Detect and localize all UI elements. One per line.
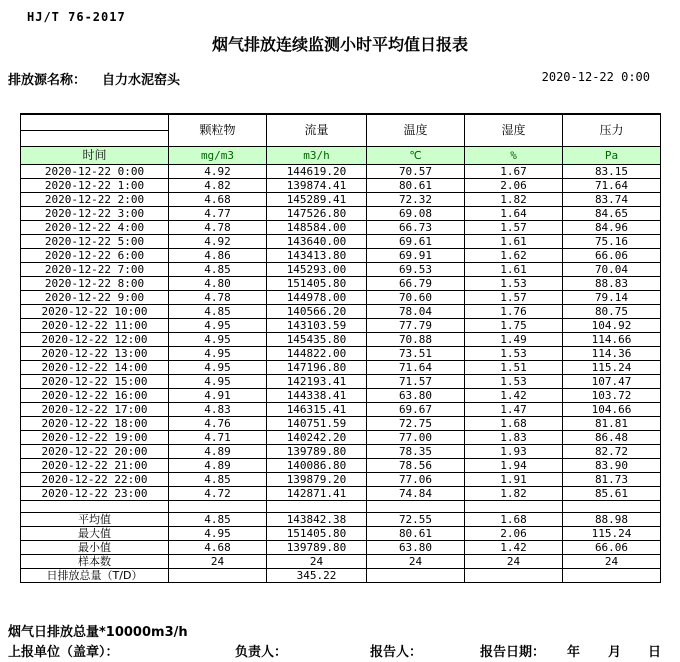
empty-cell	[563, 501, 661, 513]
value-cell: 115.24	[563, 361, 661, 375]
value-cell: 144822.00	[267, 347, 367, 361]
data-row	[21, 333, 661, 347]
corner-cell-bottom	[21, 131, 169, 147]
monitoring-table	[20, 113, 661, 583]
value-cell: 4.71	[169, 431, 267, 445]
value-cell: 4.95	[169, 347, 267, 361]
summary-row	[21, 569, 661, 583]
value-cell: 1.68	[465, 417, 563, 431]
time-cell: 2020-12-22 17:00	[21, 403, 169, 417]
value-cell: 71.57	[367, 375, 465, 389]
value-cell: 4.91	[169, 389, 267, 403]
value-cell: 2.06	[465, 179, 563, 193]
value-cell: 88.83	[563, 277, 661, 291]
source-row	[8, 69, 672, 88]
value-cell: 81.81	[563, 417, 661, 431]
time-cell: 2020-12-22 23:00	[21, 487, 169, 501]
unit-temperature: ℃	[367, 147, 465, 165]
time-header: 时间	[21, 147, 169, 165]
data-row	[21, 319, 661, 333]
value-cell: 139789.80	[267, 445, 367, 459]
summary-value	[367, 569, 465, 583]
value-cell: 4.95	[169, 319, 267, 333]
month-label: 月	[608, 645, 622, 660]
value-cell: 86.48	[563, 431, 661, 445]
summary-value: 139789.80	[267, 541, 367, 555]
value-cell: 69.67	[367, 403, 465, 417]
value-cell: 77.00	[367, 431, 465, 445]
summary-value: 24	[367, 555, 465, 569]
value-cell: 151405.80	[267, 277, 367, 291]
value-cell: 1.61	[465, 263, 563, 277]
data-row	[21, 193, 661, 207]
time-cell: 2020-12-22 7:00	[21, 263, 169, 277]
unit-header-row	[21, 147, 661, 165]
value-cell: 4.76	[169, 417, 267, 431]
signature-row	[0, 641, 680, 659]
value-cell: 1.53	[465, 375, 563, 389]
value-cell: 63.80	[367, 389, 465, 403]
value-cell: 75.16	[563, 235, 661, 249]
value-cell: 83.15	[563, 165, 661, 179]
value-cell: 143103.59	[267, 319, 367, 333]
summary-value	[563, 569, 661, 583]
empty-cell	[267, 501, 367, 513]
value-cell: 4.85	[169, 473, 267, 487]
day-label: 日	[648, 645, 662, 660]
value-cell: 4.78	[169, 291, 267, 305]
value-cell: 4.95	[169, 333, 267, 347]
pollutant-header-row	[21, 114, 661, 131]
footnote: 烟气日排放总量*10000m3/h	[8, 625, 188, 640]
value-cell: 1.91	[465, 473, 563, 487]
value-cell: 70.88	[367, 333, 465, 347]
report-date-label: 报告日期：	[480, 645, 546, 660]
value-cell: 1.83	[465, 431, 563, 445]
summary-value: 24	[563, 555, 661, 569]
data-row	[21, 305, 661, 319]
summary-value: 2.06	[465, 527, 563, 541]
value-cell: 4.89	[169, 459, 267, 473]
value-cell: 78.04	[367, 305, 465, 319]
value-cell: 85.61	[563, 487, 661, 501]
summary-value: 1.42	[465, 541, 563, 555]
summary-value: 4.68	[169, 541, 267, 555]
col-header-pressure: 压力	[563, 114, 661, 147]
value-cell: 80.75	[563, 305, 661, 319]
value-cell: 144619.20	[267, 165, 367, 179]
data-row	[21, 207, 661, 221]
value-cell: 143640.00	[267, 235, 367, 249]
col-header-flow: 流量	[267, 114, 367, 147]
value-cell: 82.72	[563, 445, 661, 459]
summary-value: 72.55	[367, 513, 465, 527]
value-cell: 4.85	[169, 263, 267, 277]
value-cell: 1.51	[465, 361, 563, 375]
value-cell: 73.51	[367, 347, 465, 361]
value-cell: 143413.80	[267, 249, 367, 263]
value-cell: 1.82	[465, 487, 563, 501]
summary-row	[21, 513, 661, 527]
value-cell: 84.65	[563, 207, 661, 221]
year-label: 年	[567, 645, 581, 660]
value-cell: 104.92	[563, 319, 661, 333]
data-row	[21, 277, 661, 291]
time-cell: 2020-12-22 0:00	[21, 165, 169, 179]
time-cell: 2020-12-22 15:00	[21, 375, 169, 389]
time-cell: 2020-12-22 19:00	[21, 431, 169, 445]
value-cell: 140242.20	[267, 431, 367, 445]
col-header-temperature: 温度	[367, 114, 465, 147]
summary-value	[169, 569, 267, 583]
source-label: 排放源名称：	[8, 73, 87, 88]
empty-cell	[465, 501, 563, 513]
value-cell: 146315.41	[267, 403, 367, 417]
value-cell: 4.77	[169, 207, 267, 221]
summary-value: 151405.80	[267, 527, 367, 541]
data-row	[21, 389, 661, 403]
value-cell: 72.75	[367, 417, 465, 431]
value-cell: 77.06	[367, 473, 465, 487]
value-cell: 1.62	[465, 249, 563, 263]
summary-row	[21, 541, 661, 555]
time-cell: 2020-12-22 13:00	[21, 347, 169, 361]
time-cell: 2020-12-22 8:00	[21, 277, 169, 291]
summary-row	[21, 555, 661, 569]
time-cell: 2020-12-22 22:00	[21, 473, 169, 487]
value-cell: 69.53	[367, 263, 465, 277]
summary-value: 115.24	[563, 527, 661, 541]
summary-value: 80.61	[367, 527, 465, 541]
value-cell: 81.73	[563, 473, 661, 487]
value-cell: 4.86	[169, 249, 267, 263]
unit-pressure: Pa	[563, 147, 661, 165]
value-cell: 1.67	[465, 165, 563, 179]
value-cell: 78.56	[367, 459, 465, 473]
value-cell: 72.32	[367, 193, 465, 207]
value-cell: 70.57	[367, 165, 465, 179]
value-cell: 4.78	[169, 221, 267, 235]
data-row	[21, 249, 661, 263]
data-row	[21, 263, 661, 277]
value-cell: 71.64	[563, 179, 661, 193]
value-cell: 142193.41	[267, 375, 367, 389]
summary-value: 66.06	[563, 541, 661, 555]
value-cell: 114.36	[563, 347, 661, 361]
value-cell: 144338.41	[267, 389, 367, 403]
time-cell: 2020-12-22 2:00	[21, 193, 169, 207]
data-row	[21, 445, 661, 459]
report-datetime: 2020-12-22 0:00	[541, 70, 650, 84]
data-row	[21, 235, 661, 249]
value-cell: 140086.80	[267, 459, 367, 473]
value-cell: 1.61	[465, 235, 563, 249]
value-cell: 1.82	[465, 193, 563, 207]
value-cell: 77.79	[367, 319, 465, 333]
summary-value: 88.98	[563, 513, 661, 527]
summary-label: 平均值	[21, 513, 169, 527]
value-cell: 104.66	[563, 403, 661, 417]
value-cell: 71.64	[367, 361, 465, 375]
value-cell: 1.57	[465, 221, 563, 235]
summary-value: 24	[267, 555, 367, 569]
summary-value: 4.85	[169, 513, 267, 527]
value-cell: 145435.80	[267, 333, 367, 347]
value-cell: 69.61	[367, 235, 465, 249]
value-cell: 147196.80	[267, 361, 367, 375]
data-row	[21, 221, 661, 235]
value-cell: 139879.20	[267, 473, 367, 487]
value-cell: 145289.41	[267, 193, 367, 207]
value-cell: 1.53	[465, 277, 563, 291]
time-cell: 2020-12-22 16:00	[21, 389, 169, 403]
summary-value: 24	[169, 555, 267, 569]
value-cell: 1.76	[465, 305, 563, 319]
summary-label: 样本数	[21, 555, 169, 569]
value-cell: 69.08	[367, 207, 465, 221]
value-cell: 4.72	[169, 487, 267, 501]
value-cell: 144978.00	[267, 291, 367, 305]
summary-value: 143842.38	[267, 513, 367, 527]
data-row	[21, 165, 661, 179]
value-cell: 107.47	[563, 375, 661, 389]
time-cell: 2020-12-22 20:00	[21, 445, 169, 459]
empty-cell	[21, 501, 169, 513]
value-cell: 103.72	[563, 389, 661, 403]
summary-value: 345.22	[267, 569, 367, 583]
standard-code: HJ/T 76-2017	[27, 10, 126, 24]
time-cell: 2020-12-22 21:00	[21, 459, 169, 473]
value-cell: 147526.80	[267, 207, 367, 221]
value-cell: 66.06	[563, 249, 661, 263]
value-cell: 114.66	[563, 333, 661, 347]
value-cell: 1.49	[465, 333, 563, 347]
summary-label: 最小值	[21, 541, 169, 555]
data-row	[21, 473, 661, 487]
time-cell: 2020-12-22 6:00	[21, 249, 169, 263]
col-header-particulate: 颗粒物	[169, 114, 267, 147]
value-cell: 1.93	[465, 445, 563, 459]
value-cell: 4.92	[169, 165, 267, 179]
value-cell: 4.95	[169, 375, 267, 389]
value-cell: 145293.00	[267, 263, 367, 277]
value-cell: 4.83	[169, 403, 267, 417]
value-cell: 4.80	[169, 277, 267, 291]
value-cell: 1.75	[465, 319, 563, 333]
value-cell: 1.53	[465, 347, 563, 361]
time-cell: 2020-12-22 11:00	[21, 319, 169, 333]
value-cell: 74.84	[367, 487, 465, 501]
value-cell: 1.47	[465, 403, 563, 417]
source-name: 自力水泥窑头	[102, 73, 181, 88]
summary-row	[21, 527, 661, 541]
value-cell: 78.35	[367, 445, 465, 459]
value-cell: 148584.00	[267, 221, 367, 235]
time-cell: 2020-12-22 4:00	[21, 221, 169, 235]
value-cell: 4.95	[169, 361, 267, 375]
time-cell: 2020-12-22 10:00	[21, 305, 169, 319]
value-cell: 4.82	[169, 179, 267, 193]
time-cell: 2020-12-22 18:00	[21, 417, 169, 431]
corner-cell-top	[21, 114, 169, 131]
value-cell: 4.89	[169, 445, 267, 459]
time-cell: 2020-12-22 5:00	[21, 235, 169, 249]
value-cell: 142871.41	[267, 487, 367, 501]
value-cell: 69.91	[367, 249, 465, 263]
value-cell: 4.85	[169, 305, 267, 319]
summary-value: 63.80	[367, 541, 465, 555]
time-cell: 2020-12-22 1:00	[21, 179, 169, 193]
data-row	[21, 487, 661, 501]
summary-label: 最大值	[21, 527, 169, 541]
data-row	[21, 431, 661, 445]
reporter-label: 报告人：	[370, 645, 423, 660]
value-cell: 66.73	[367, 221, 465, 235]
time-cell: 2020-12-22 9:00	[21, 291, 169, 305]
value-cell: 4.68	[169, 193, 267, 207]
value-cell: 70.60	[367, 291, 465, 305]
data-row	[21, 179, 661, 193]
unit-humidity: %	[465, 147, 563, 165]
summary-value	[465, 569, 563, 583]
value-cell: 140751.59	[267, 417, 367, 431]
empty-cell	[367, 501, 465, 513]
data-row	[21, 347, 661, 361]
value-cell: 140566.20	[267, 305, 367, 319]
data-row	[21, 459, 661, 473]
report-unit-label: 上报单位（盖章）：	[8, 645, 119, 660]
unit-particulate: mg/m3	[169, 147, 267, 165]
data-row	[21, 361, 661, 375]
value-cell: 139874.41	[267, 179, 367, 193]
data-row	[21, 403, 661, 417]
summary-value: 24	[465, 555, 563, 569]
unit-flow: m3/h	[267, 147, 367, 165]
col-header-humidity: 湿度	[465, 114, 563, 147]
value-cell: 83.74	[563, 193, 661, 207]
value-cell: 1.94	[465, 459, 563, 473]
value-cell: 66.79	[367, 277, 465, 291]
report-title: 烟气排放连续监测小时平均值日报表	[211, 35, 468, 54]
value-cell: 84.96	[563, 221, 661, 235]
time-cell: 2020-12-22 14:00	[21, 361, 169, 375]
value-cell: 1.57	[465, 291, 563, 305]
value-cell: 79.14	[563, 291, 661, 305]
value-cell: 1.42	[465, 389, 563, 403]
summary-label: 日排放总量（T/D）	[21, 569, 169, 583]
value-cell: 70.04	[563, 263, 661, 277]
value-cell: 4.92	[169, 235, 267, 249]
value-cell: 1.64	[465, 207, 563, 221]
time-cell: 2020-12-22 12:00	[21, 333, 169, 347]
spacer-row	[21, 501, 661, 513]
summary-value: 1.68	[465, 513, 563, 527]
value-cell: 83.90	[563, 459, 661, 473]
data-row	[21, 375, 661, 389]
data-row	[21, 291, 661, 305]
time-cell: 2020-12-22 3:00	[21, 207, 169, 221]
value-cell: 80.61	[367, 179, 465, 193]
responsible-label: 负责人：	[235, 645, 288, 660]
data-row	[21, 417, 661, 431]
empty-cell	[169, 501, 267, 513]
summary-value: 4.95	[169, 527, 267, 541]
